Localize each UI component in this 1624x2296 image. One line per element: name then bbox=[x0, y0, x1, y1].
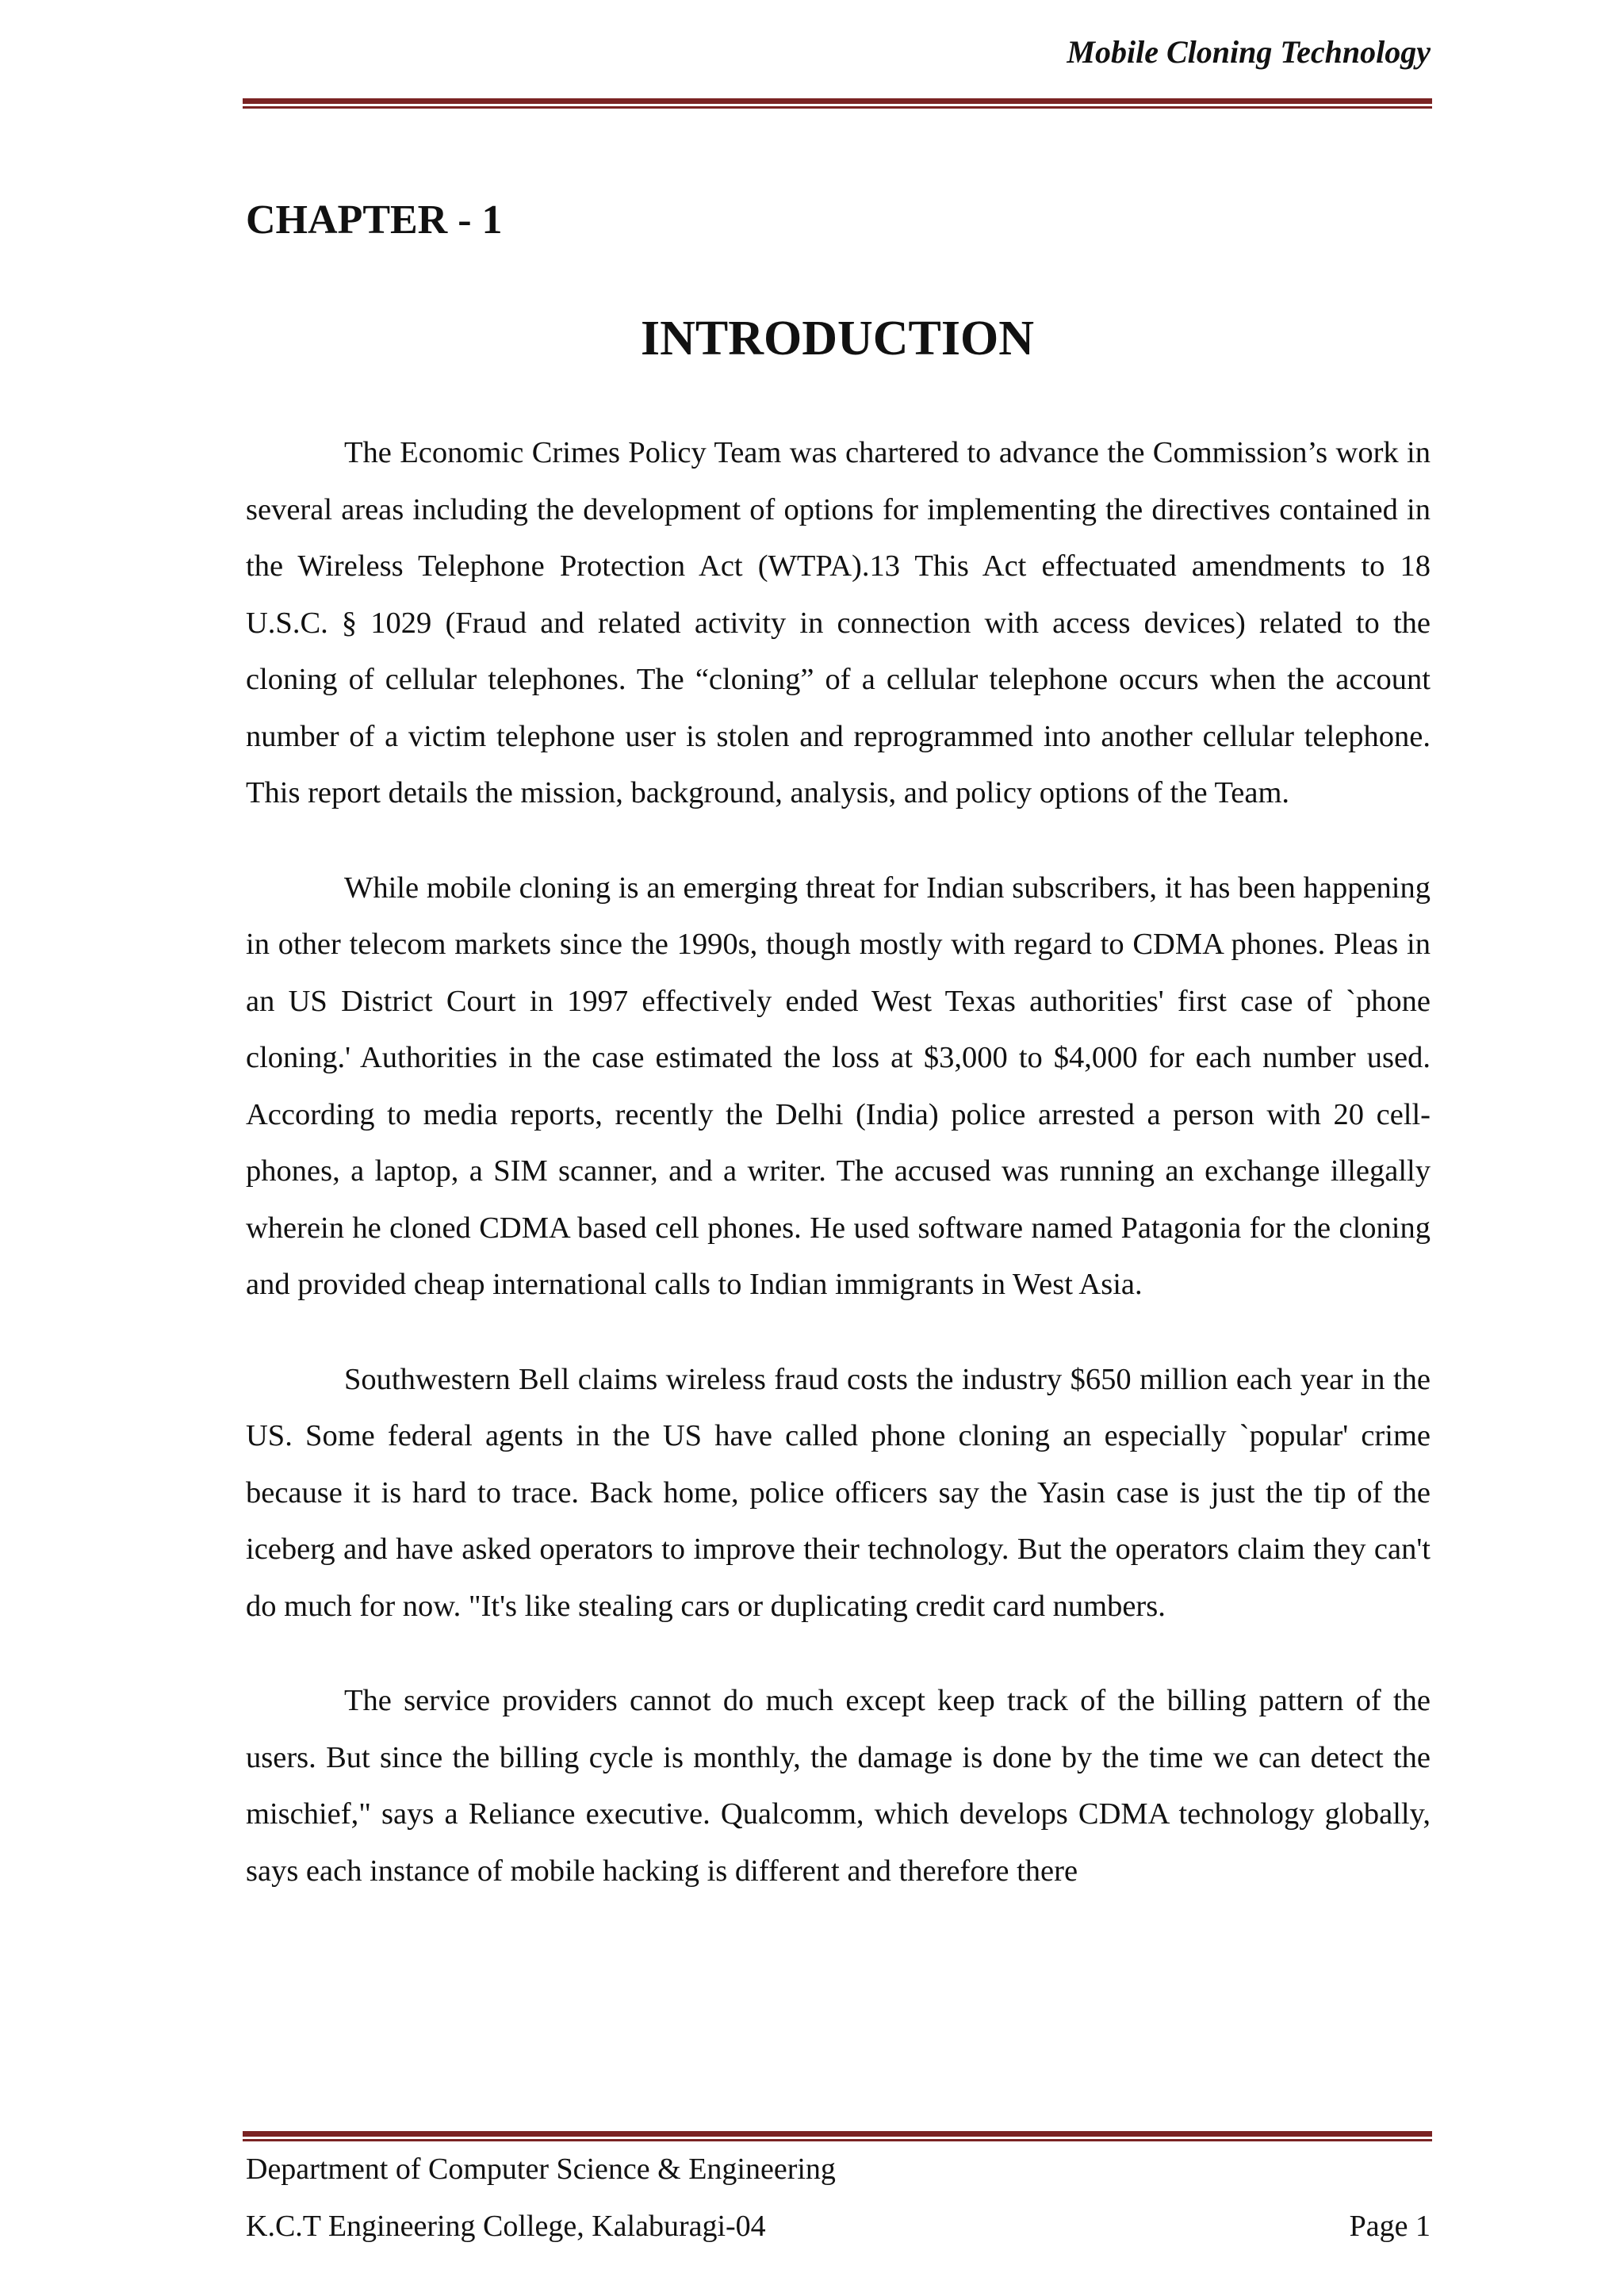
header-divider bbox=[243, 98, 1432, 109]
running-header-title: Mobile Cloning Technology bbox=[1067, 34, 1431, 70]
paragraph: The Economic Crimes Policy Team was chartered to advance the Commission’s work in several areas including the development of options for implementing the directives contained in the Wireless Telephone Protection Act (WTPA).13 This Act effectuated amendments to 18 U.S.C. § 1029 (Fraud and related activity in connection with access devices) related to the cloning of cellular telephones. The “cloning” of a cellular telephone occurs when the account number of a victim telephone user is stolen and reprogrammed into another cellular telephone. This report details the mission, background, analysis, and policy options of the Team. bbox=[246, 436, 1431, 809]
footer-department: Department of Computer Science & Engineering bbox=[246, 2152, 836, 2186]
page-footer bbox=[246, 2141, 1431, 2255]
footer-college: K.C.T Engineering College, Kalaburagi-04 bbox=[246, 2210, 766, 2243]
paragraph: The service providers cannot do much except keep track of the billing pattern of the users. But since the billing cycle is monthly, the damage is done by the time we can detect the mischief," says a Reliance executive. Qualcomm, which develops CDMA technology globally, says each instance of mobile hacking is different and therefore there bbox=[246, 1684, 1431, 1888]
section-title: INTRODUCTION bbox=[640, 312, 1035, 365]
chapter-label: CHAPTER - 1 bbox=[246, 197, 503, 243]
body-text bbox=[246, 425, 1431, 1938]
page-number: Page 1 bbox=[1349, 2210, 1431, 2243]
paragraph: While mobile cloning is an emerging threat for Indian subscribers, it has been happening in other telecom markets since the 1990s, though mostly with regard to CDMA phones. Pleas in an US District Court in 1997 effectively ended West Texas authorities' first case of `phone cloning.' Authorities in the case estimated the loss at $3,000 to $4,000 for each number used. According to media reports, recently the Delhi (India) police arrested a person with 20 cell- phones, a laptop, a SIM scanner, and a writer. The accused was running an exchange illegally wherein he cloned CDMA based cell phones. He used software named Patagonia for the cloning and provided cheap international calls to Indian immigrants in West Asia. bbox=[246, 871, 1431, 1301]
paragraph: Southwestern Bell claims wireless fraud costs the industry $650 million each year in the US. Some federal agents in the US have called phone cloning an especially `popular' crime because it is hard to trace. Back home, police officers say the Yasin case is just the tip of the iceberg and have asked operators to improve their technology. But the operators claim they can't do much for now. "It's like stealing cars or duplicating credit card numbers. bbox=[246, 1362, 1431, 1623]
